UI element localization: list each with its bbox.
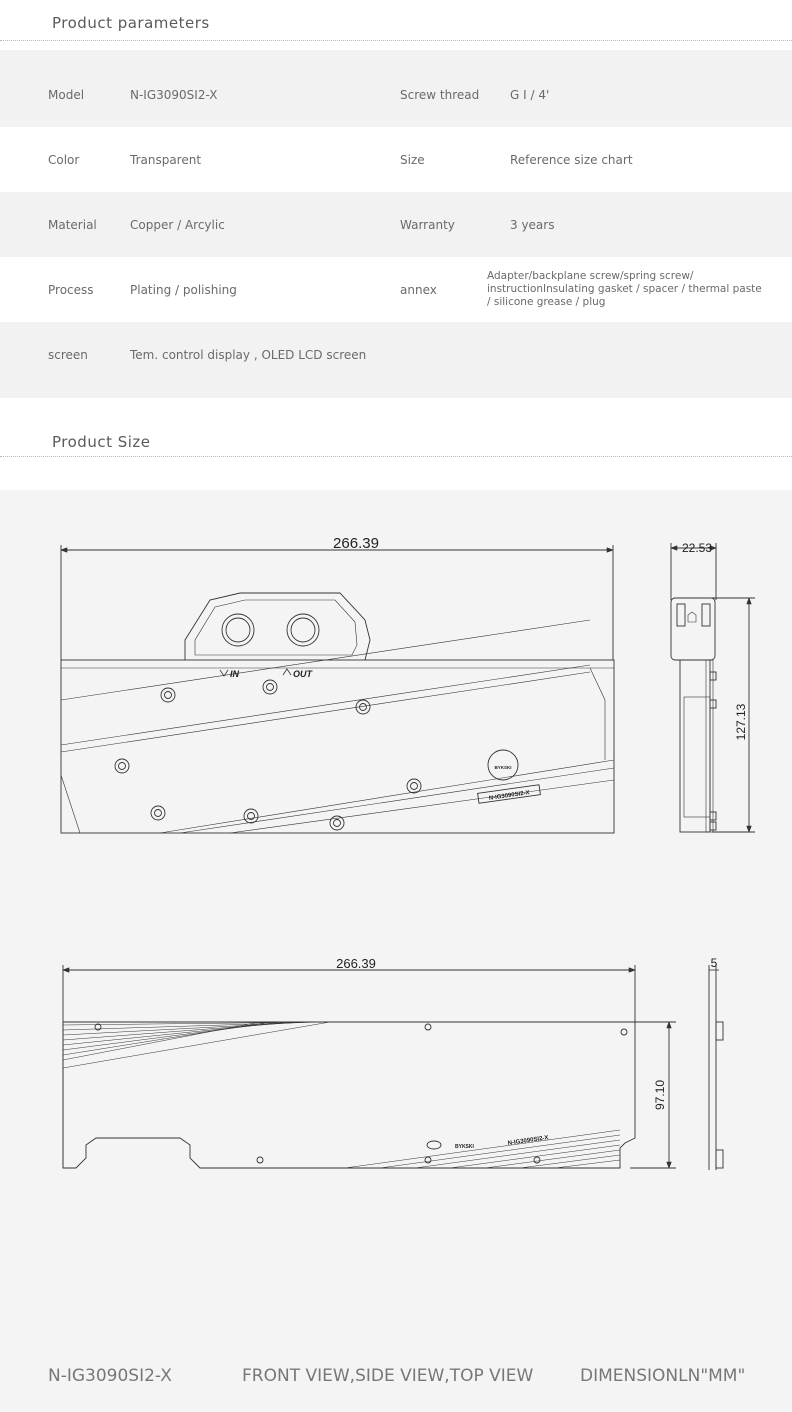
dim-back-depth: 5 <box>710 956 718 970</box>
param-label: Model <box>48 87 85 102</box>
param-label: Color <box>48 152 80 167</box>
param-value: Copper / Arcylic <box>130 217 225 232</box>
front-logo: BYKSKI <box>494 765 512 770</box>
footer-dimension: DIMENSIONLN"MM" <box>580 1366 746 1386</box>
param-label: Material <box>48 217 97 232</box>
back-engraving: N-IG3090SI2-X <box>507 1135 549 1147</box>
param-label: Warranty <box>400 217 455 232</box>
parameters-title: Product parameters <box>52 14 210 32</box>
port-in-label: IN <box>230 669 239 679</box>
dim-side-height: 127.13 <box>734 703 748 741</box>
param-value: Adapter/backplane screw/spring screw/ instructionInsulating gasket / spacer / thermal paste / silicone grease / plug <box>487 270 762 308</box>
param-value: Plating / polishing <box>130 282 237 297</box>
dim-side-depth: 22.53 <box>681 541 713 555</box>
param-value: Tem. control display , OLED LCD screen <box>130 347 367 362</box>
param-label: Screw thread <box>400 87 480 102</box>
param-value: N-IG3090SI2-X <box>130 87 218 102</box>
back-logo: BYKSKI <box>455 1144 474 1150</box>
param-label: Size <box>400 152 425 167</box>
footer-views: FRONT VIEW,SIDE VIEW,TOP VIEW <box>242 1366 534 1386</box>
param-value: Transparent <box>130 152 202 167</box>
param-label: annex <box>400 282 437 297</box>
footer-model: N-IG3090SI2-X <box>48 1366 172 1386</box>
front-engraving: N-IG3090SI2-X <box>488 790 531 802</box>
dim-back-width: 266.39 <box>336 956 376 971</box>
param-value: Reference size chart <box>510 152 633 167</box>
dim-front-width: 266.39 <box>333 535 379 552</box>
param-label: Process <box>48 282 94 297</box>
port-out-label: OUT <box>293 669 312 679</box>
size-title: Product Size <box>52 433 151 451</box>
param-label: screen <box>48 347 88 362</box>
backplate-view <box>63 965 723 1170</box>
side-view <box>671 543 755 832</box>
dim-back-height: 97.10 <box>653 1079 667 1111</box>
param-value: 3 years <box>510 217 555 232</box>
front-view <box>61 545 614 833</box>
param-value: G I / 4' <box>510 87 550 102</box>
